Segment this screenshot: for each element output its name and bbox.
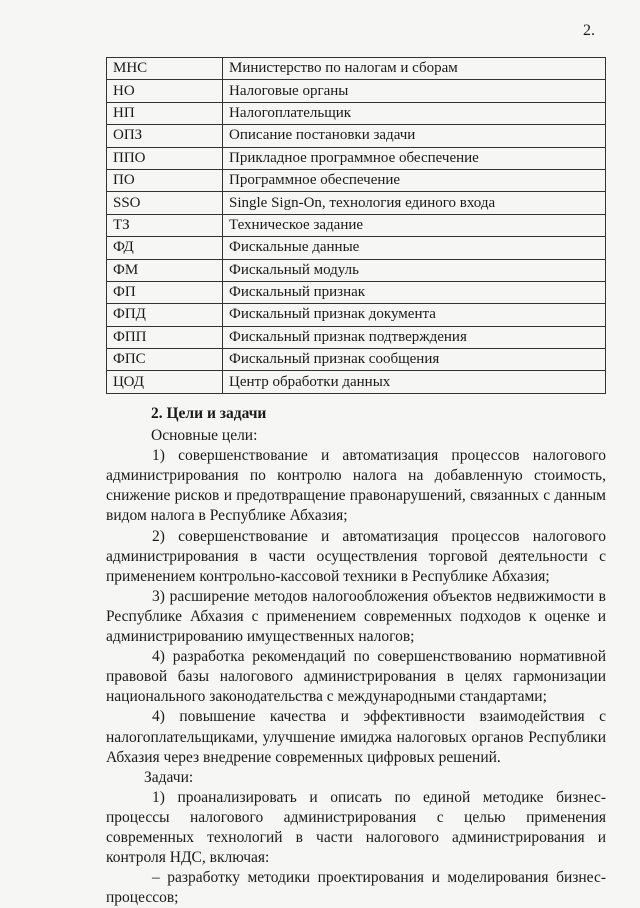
abbreviation-cell: ФП [107, 281, 223, 303]
task-subitem: – разработку методики проектирования и моделирования бизнес-процессов; [106, 869, 606, 907]
goal-item: 2) совершенствование и автоматизация процессов налогового администрирования в части осуществления торговой деятельности с применением контрольно-кассовой техники в Республике Абхазия; [106, 527, 606, 585]
abbreviations-table [106, 57, 606, 394]
goal-item: 1) совершенствование и автоматизация процессов налогового администрирования по контролю налога на добавленную стоимость, снижение рисков и предотвращение правонарушений, связанных с данным видом налога в Республике Абхазия; [106, 447, 606, 525]
abbreviation-cell: ЦОД [107, 371, 223, 393]
table-row [107, 237, 606, 259]
abbreviation-cell: НО [107, 80, 223, 102]
abbreviation-cell: НП [107, 102, 223, 124]
table-row [107, 281, 606, 303]
table-row [107, 371, 606, 393]
table-row [107, 125, 606, 147]
goal-item: 3) расширение методов налогообложения объектов недвижимости в Республике Абхазия с применением современных подходов к оценке и администрированию имущественных налогов; [106, 587, 606, 646]
table-row [107, 58, 606, 80]
table-row [107, 147, 606, 169]
meaning-cell: Налогоплательщик [223, 102, 606, 124]
meaning-cell: Фискальный признак сообщения [223, 349, 606, 371]
table-row [107, 192, 606, 214]
abbreviation-cell: ФПД [107, 304, 223, 326]
goals-label: Основные цели: [151, 427, 258, 445]
meaning-cell: Фискальный модуль [223, 259, 606, 281]
meaning-cell: Программное обеспечение [223, 169, 606, 191]
abbreviation-cell: ПО [107, 169, 223, 191]
abbreviation-cell: ФД [107, 237, 223, 259]
table-row [107, 326, 606, 348]
table-row [107, 349, 606, 371]
meaning-cell: Налоговые органы [223, 80, 606, 102]
table-row [107, 80, 606, 102]
abbreviation-cell: ТЗ [107, 214, 223, 236]
table-row [107, 304, 606, 326]
table-row [107, 169, 606, 191]
abbreviation-cell: ППО [107, 147, 223, 169]
task-item: 1) проанализировать и описать по единой методике бизнес-процессы налогового администрирования с целью применения современных технологий в части налогового администрирования и контроля НДС, включая: [106, 788, 606, 867]
meaning-cell: Фискальные данные [223, 237, 606, 259]
goal-item: 4) повышение качества и эффективности взаимодействия с налогоплательщиками, улучшение имиджа налоговых органов Республики Абхазия через внедрение современных цифровых решений. [106, 708, 606, 766]
meaning-cell: Фискальный признак подтверждения [223, 326, 606, 348]
meaning-cell: Описание постановки задачи [223, 125, 606, 147]
meaning-cell: Прикладное программное обеспечение [223, 147, 606, 169]
abbreviation-cell: ОПЗ [107, 125, 223, 147]
meaning-cell: Фискальный признак [223, 281, 606, 303]
tasks-label: Задачи: [144, 768, 194, 786]
section-heading: 2. Цели и задачи [151, 405, 267, 422]
abbreviation-cell: ФПС [107, 349, 223, 371]
meaning-cell: Техническое задание [223, 214, 606, 236]
meaning-cell: Министерство по налогам и сборам [223, 58, 606, 80]
meaning-cell: Центр обработки данных [223, 371, 606, 393]
abbreviation-cell: ФПП [107, 326, 223, 348]
abbreviation-cell: SSO [107, 192, 223, 214]
goal-item: 4) разработка рекомендаций по совершенствованию нормативной правовой базы налогового администрирования в целях гармонизации национального законодательства с международными стандартами; [106, 648, 606, 706]
abbreviation-cell: ФМ [107, 259, 223, 281]
table-row [107, 102, 606, 124]
page-number: 2. [583, 22, 595, 39]
table-row [107, 214, 606, 236]
table-row [107, 259, 606, 281]
meaning-cell: Single Sign-On, технология единого входа [223, 192, 606, 214]
section-goals-and-tasks [106, 404, 606, 908]
abbreviation-cell: МНС [107, 58, 223, 80]
meaning-cell: Фискальный признак документа [223, 304, 606, 326]
